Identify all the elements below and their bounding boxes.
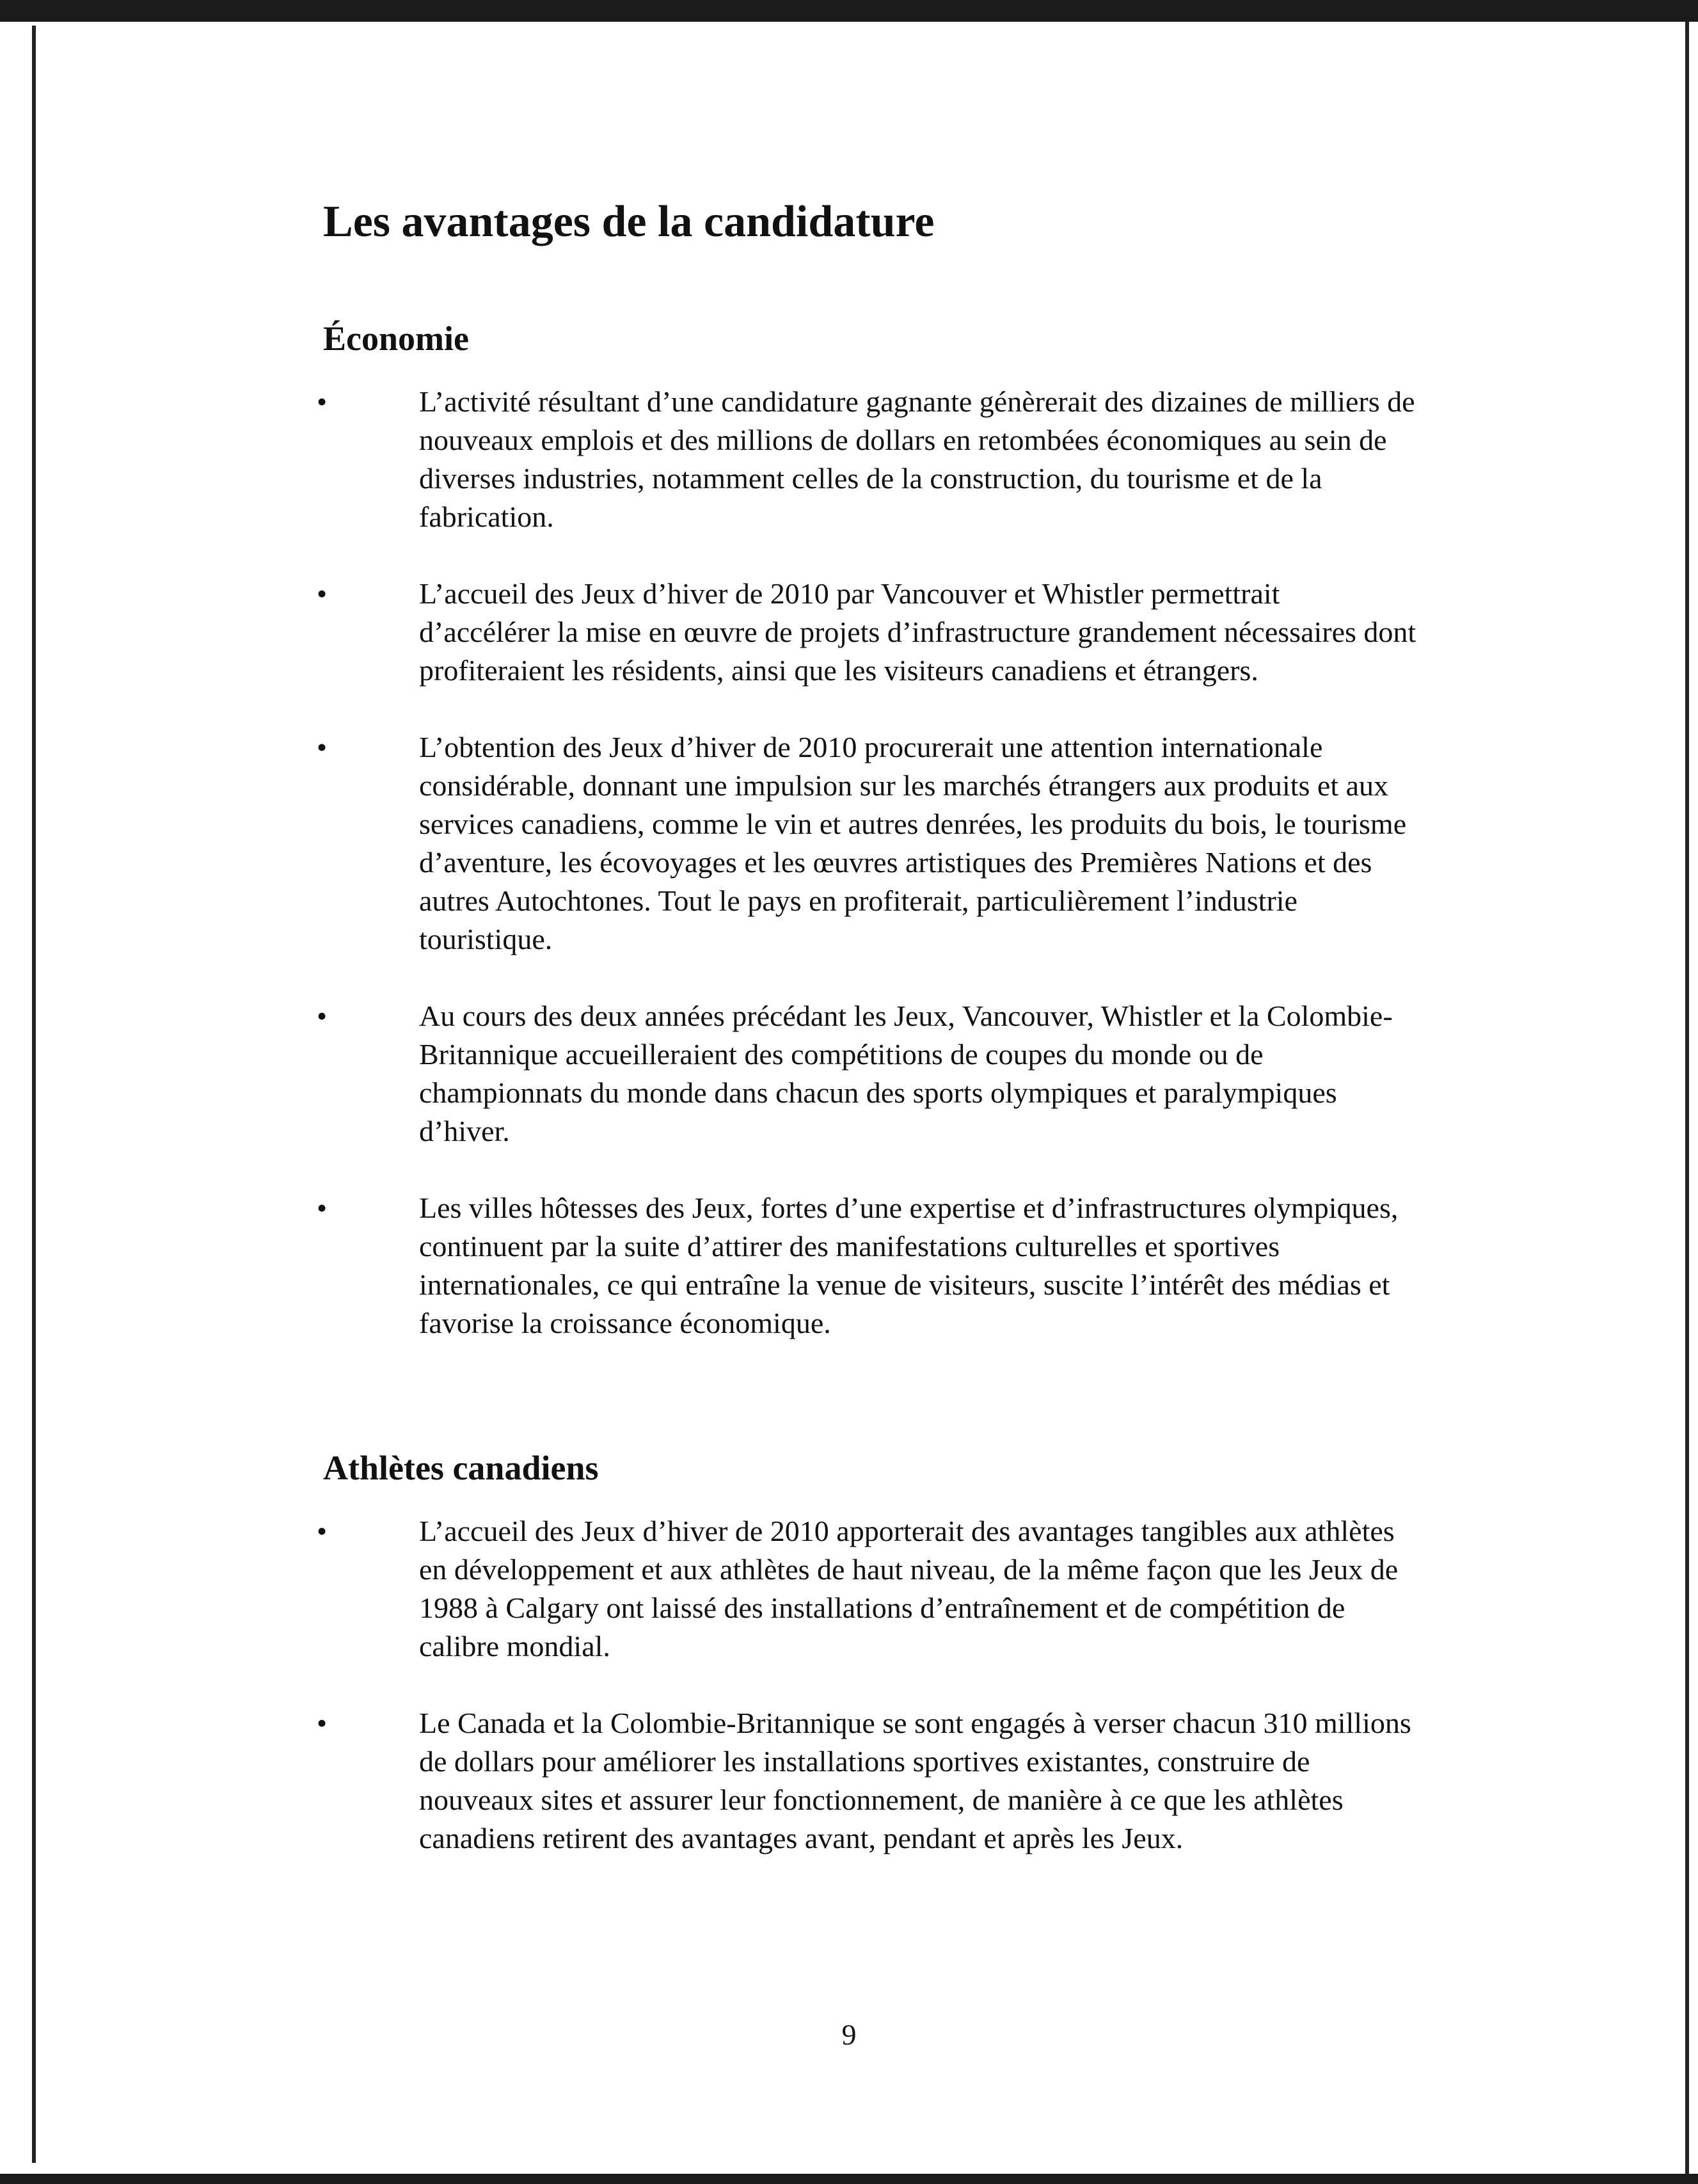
bullet-icon: • [317, 1707, 328, 1739]
bullet-text: Le Canada et la Colombie-Britannique se sont engagés à verser chacun 310 millions de dollars pour améliorer les installations sportives existantes, construire de nouveaux sites et assurer leur fonctionnement, de manière à ce que les athlètes canadiens retirent des avantages avant, pendant et après les Jeux. [419, 1707, 1411, 1854]
list-item [317, 728, 1417, 959]
list-item [317, 1189, 1417, 1343]
bullet-icon: • [317, 1515, 328, 1547]
bullet-text: L’obtention des Jeux d’hiver de 2010 procurerait une attention internationale considérable, donnant une impulsion sur les marchés étrangers aux produits et aux services canadiens, comme le vin et autres denrées, les produits du bois, le tourisme d’aventure, les écovoyages et les œuvres artistiques des Premières Nations et des autres Autochtones. Tout le pays en profiterait, particulièrement l’industrie touristique. [419, 731, 1407, 955]
list-item [317, 383, 1417, 536]
list-item [317, 575, 1417, 690]
bullet-text: L’accueil des Jeux d’hiver de 2010 apporterait des avantages tangibles aux athlètes en développement et aux athlètes de haut niveau, de la même façon que les Jeux de 1988 à Calgary ont laissé des installations d’entraînement et de compétition de calibre mondial. [419, 1515, 1399, 1662]
bullet-icon: • [317, 577, 328, 610]
list-item [317, 1704, 1417, 1858]
bullet-text: Les villes hôtesses des Jeux, fortes d’une expertise et d’infrastructures olympiques, continuent par la suite d’attirer des manifestations culturelles et sportives internationales, ce qui entraîne la venue de visiteurs, suscite l’intérêt des médias et favorise la croissance économique. [419, 1192, 1399, 1339]
page-title: Les avantages de la candidature [323, 197, 935, 246]
bullet-icon: • [317, 385, 328, 418]
bullet-icon: • [317, 1000, 328, 1032]
list-item [317, 1512, 1417, 1666]
bullet-text: L’activité résultant d’une candidature gagnante génèrerait des dizaines de milliers de nouveaux emplois et des millions de dollars en retombées économiques au sein de diverses industries, notamment celles de la construction, du tourisme et de la fabrication. [419, 385, 1415, 533]
bullet-list-economie [317, 383, 1417, 1381]
section-heading-athletes: Athlètes canadiens [323, 1449, 599, 1487]
bullet-icon: • [317, 1192, 328, 1224]
list-item [317, 997, 1417, 1151]
bullet-text: Au cours des deux années précédant les Jeux, Vancouver, Whistler et la Colombie-Britannique accueilleraient des compétitions de coupes du monde ou de championnats du monde dans chacun des sports olympiques et paralympiques d’hiver. [419, 1000, 1393, 1147]
bullet-text: L’accueil des Jeux d’hiver de 2010 par Vancouver et Whistler permettrait d’accélérer la mise en œuvre de projets d’infrastructure grandement nécessaires dont profiteraient les résidents, ainsi que les visiteurs canadiens et étrangers. [419, 577, 1416, 687]
page-number: 9 [841, 2018, 857, 2051]
bullet-icon: • [317, 731, 328, 763]
section-heading-economie: Économie [323, 319, 469, 358]
bullet-list-athletes [317, 1512, 1417, 1896]
